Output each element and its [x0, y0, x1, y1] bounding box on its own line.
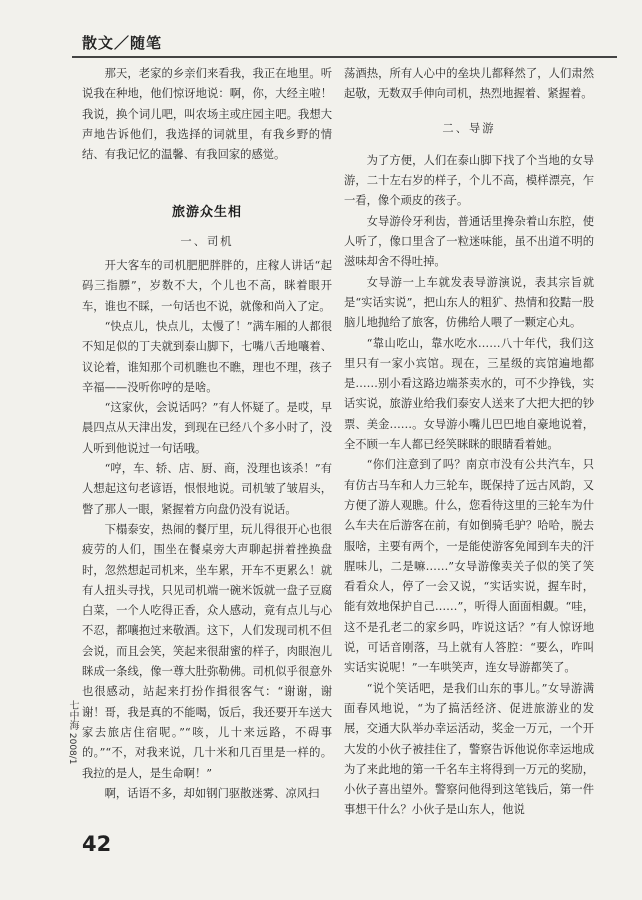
article-title: 旅游众生相 — [171, 205, 242, 221]
driver-paragraph: “快点儿，快点儿，太慢了！”满车厢的人都很不知足似的丁夫就到泰山脚下，七嘴八舌地嚷着、议论着，谁知那个司机瞧也不瞧，理也不理，孩子辛福——没听你哼的是啥。 — [82, 319, 332, 394]
left-column — [82, 64, 332, 804]
section-heading-guide: 二、导游 — [442, 121, 496, 135]
guide-paragraph: “靠山吃山，靠水吃水……八十年代，我们这里只有一家小宾馆。现在，三星级的宾馆遍地都是……别小看这路边端茶卖水的，可不少挣钱，实话实说，旅游业给我们泰安人送来了大把大把的钞票、美金……。女导游小嘴儿巴巴地自豪地说着，全不顾一车人都已经笑眯眯的眼睛看着她。 — [344, 336, 594, 452]
guide-paragraph: 女导游伶牙利齿，普通话里搀杂着山东腔，使人听了，像口里含了一粒迷味能，虽不出道不明的滋味却舍不得吐掉。 — [344, 214, 594, 269]
side-issue-mark — [62, 700, 78, 765]
header-rule — [72, 56, 617, 58]
magazine-name: 七中海 — [67, 700, 78, 730]
right-column — [344, 64, 594, 821]
issue-year: 2008/1 — [67, 732, 77, 765]
driver-paragraph: 开大客车的司机肥肥胖胖的，庄稼人讲话“起码三指膘”，岁数不大，个儿也不高，眯着眼开车，谁也不睬，一句话也不说，就像和尚入了定。 — [82, 259, 332, 313]
driver-paragraph-continued: 荡酒热，所有人心中的垒块儿都释然了，人们肃然起敬，无数双手伸向司机，热烈地握着、紧握着。 — [344, 67, 594, 101]
guide-paragraph: 为了方便，人们在泰山脚下找了个当地的女导游，二十左右岁的样子，个儿不高，模样漂亮，乍一看，像个顽皮的孩子。 — [344, 153, 594, 208]
driver-paragraph: “这家伙，会说话吗？”有人怀疑了。是哎，早晨四点从天津出发，到现在已经八个多小时了，没人听到他说过一句话哦。 — [82, 401, 332, 455]
intro-paragraph: 那天，老家的乡亲们来看我，我正在地里。听说我在种地，他们惊讶地说：啊，你，大经主啦！我说，换个词儿吧，叫农场主或庄园主吧。我想大声地告诉他们，我选择的词就里，有我乡野的情结、有我记忆的温馨、有我回家的感觉。 — [82, 67, 332, 162]
page-number: 42 — [82, 832, 112, 856]
guide-paragraph: “你们注意到了吗？南京市没有公共汽车，只有仿古马车和人力三轮车，既保持了远古风韵，又方便了游人观瞧。什么，您看待这里的三轮车为什么车夫在后游客在前，有如倒骑毛驴？哈哈，脱去服啥，主要有两个，一是能使游客免闻到车夫的汗腥味儿，二是嘛……”女导游像卖关子似的笑了笑看看众人，停了一会又说，“实话实说，握车时，能有效地保护自己……”，听得人面面相觑。“哇，这不是孔老二的家乡吗，咋说这话？”有人惊讶地说，可话音刚落，马上就有人答腔：“要么，咋叫实话实说呢！”一车哄笑声，连女导游都笑了。 — [344, 458, 594, 675]
driver-paragraph: “哼，车、轿、店、厨、商，没理也该杀！”有人想起这句老谚语，恨恨地说。司机皱了皱眉头，瞥了那人一眼，紧握着方向盘仍没有说话。 — [82, 462, 332, 516]
driver-paragraph: 啊，话语不多，却如钢门驱散迷雾、凉风扫 — [104, 786, 320, 800]
guide-paragraph: “说个笑话吧，是我们山东的事儿。”女导游满面春风地说，“为了搞活经济、促进旅游业的发展，交通大队举办幸运活动，奖金一万元，一个开大发的小伙子被挂住了，警察告诉他说你幸运地成为了来此地的第一千名车主将得到一万元的奖励，小伙子喜出望外。警察问他得到这笔钱后，第一件事想干什么？小伙子是山东人，他说 — [344, 681, 594, 817]
page-header — [0, 30, 642, 60]
section-label: 散文／随笔 — [82, 34, 163, 52]
section-heading-driver: 一、司机 — [180, 234, 234, 248]
driver-paragraph: 下榻泰安，热闹的餐厅里，玩儿得很开心也很疲劳的人们，围坐在餐桌旁大声聊起拼着挫换盘时，忽然想起司机来，坐车累，开车不更累么！就有人扭头寻找，只见司机端一碗米饭就一盘子豆腐白菜，一个人吃得正香，众人感动，竟有点儿与心不忍，都嚷抱过来敬酒。这下，人们发现司机不但会说，而且会笑，笑起来很甜蜜的样子，肉眼泡儿眯成一条线，像一尊大肚弥勒佛。司机似乎很意外也很感动，站起来打扮作揖很客气：“谢谢，谢谢！哥，我是真的不能喝，饭后，我还要开车送大家去旅店住宿呢。”“咳，儿十来远路，不碍事的。”“不，对我来说，几十米和几百里是一样的。我拉的是人，是生命啊！” — [82, 522, 332, 780]
guide-paragraph: 女导游一上车就发表导游演说，表其宗旨就是“实话实说”，把山东人的粗犷、热情和狡黠一股脑儿地抛给了旅客，仿佛给人喂了一颗定心丸。 — [344, 275, 594, 330]
